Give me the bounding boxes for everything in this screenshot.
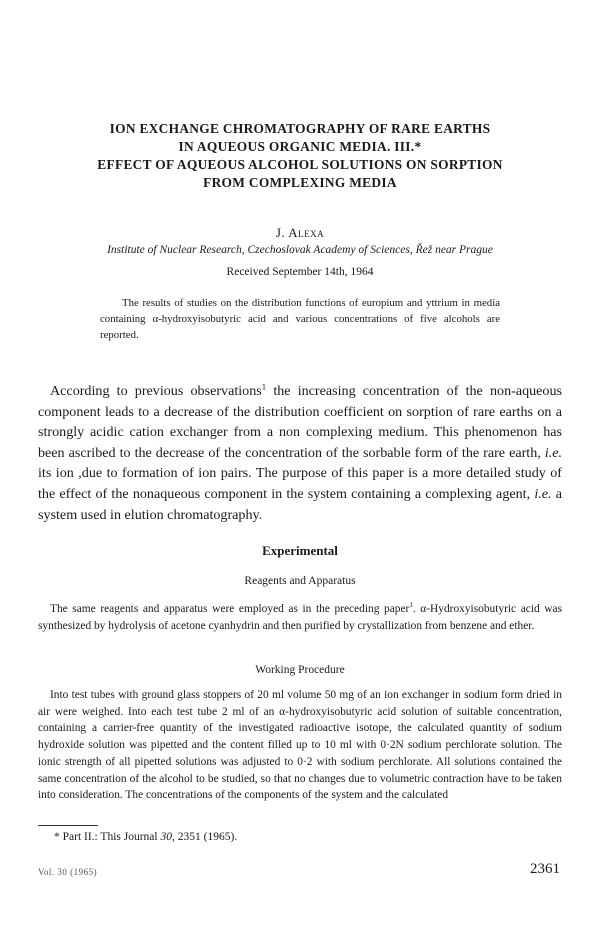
title-line: ION EXCHANGE CHROMATOGRAPHY OF RARE EARTHS [109, 121, 491, 136]
intro-text: its ion ,due to formation of ion pairs. The purpose of this paper is a more detailed study of the effect of the nonaqueous component in the system containing a complexing agent, [38, 465, 562, 502]
reagents-text: . α-Hydroxyisobutyric acid was synthesized by hydrolysis of acetone cyanhydrin and then purified by crystallization from benzene and ether. [38, 603, 563, 632]
intro-text: a system used in elution chromatography. [38, 485, 562, 523]
title-line: FROM COMPLEXING MEDIA [203, 175, 397, 190]
section-heading-experimental: Experimental [262, 543, 338, 558]
running-footer: Vol. 30 (1965) [38, 867, 98, 877]
article-title [40, 120, 560, 192]
footnote-text: , 2351 (1965). [171, 831, 238, 843]
intro-italic: i.e. [544, 444, 562, 461]
subsection-heading-working: Working Procedure [255, 664, 345, 676]
page-number: 2361 [530, 861, 560, 877]
intro-text: According to previous observations [50, 383, 262, 399]
received-date: Received September 14th, 1964 [226, 266, 374, 278]
reagents-text: The same reagents and apparatus were employed as in the preceding paper [50, 603, 410, 615]
intro-paragraph [38, 381, 562, 525]
reagents-paragraph [38, 601, 562, 635]
footnote-rule [38, 825, 98, 826]
author-name: J. Alexa [275, 225, 325, 240]
footnote-volume: 30 [160, 831, 172, 843]
intro-italic: i.e. [534, 485, 552, 502]
abstract: The results of studies on the distribution functions of europium and yttrium in media containing α-hydroxyisobutyric acid and various concentrations of five alcohols are reported. [100, 297, 500, 341]
footnote [54, 831, 237, 843]
author-affiliation: Institute of Nuclear Research, Czechoslovak Academy of Sciences, Řež near Prague [107, 244, 493, 256]
citation-ref: 1 [409, 601, 413, 610]
footnote-text: * Part II.: This Journal [54, 831, 161, 843]
intro-text: the increasing concentration of the non-aqueous component leads to a decrease of the distribution coefficient on sorption of rare earths on a strongly acidic cation exchanger from a non complexing medium. This phenomenon has been ascribed to the decrease of the concentration of the sorbable form of the rare earth, [38, 383, 563, 461]
working-paragraph: Into test tubes with ground glass stoppers of 20 ml volume 50 mg of an ion exchanger in sodium form dried in air were weighed. Into each test tube 2 ml of an α-hydroxyisobutyric acid solution of suitable concentration, containing a carrier-free quantity of the investigated radioactive isotope, the calculated quantity of sodium hydroxide solution was pipetted and the content filled up to 10 ml with 0·2N sodium perchlorate solution. The ionic strength of all pipetted solutions was adjusted to 0·2 with sodium perchlorate. All solutions contained the same concentration of the alcohol to be studied, so that no changes due to volumetric contraction have to be taken into consideration. The concentrations of the components of the system and the calculated [38, 689, 562, 802]
title-line: IN AQUEOUS ORGANIC MEDIA. III.* [178, 139, 422, 154]
citation-ref: 1 [261, 381, 267, 392]
title-line: EFFECT OF AQUEOUS ALCOHOL SOLUTIONS ON SORPTION [97, 157, 503, 172]
subsection-heading-reagents: Reagents and Apparatus [244, 575, 356, 587]
